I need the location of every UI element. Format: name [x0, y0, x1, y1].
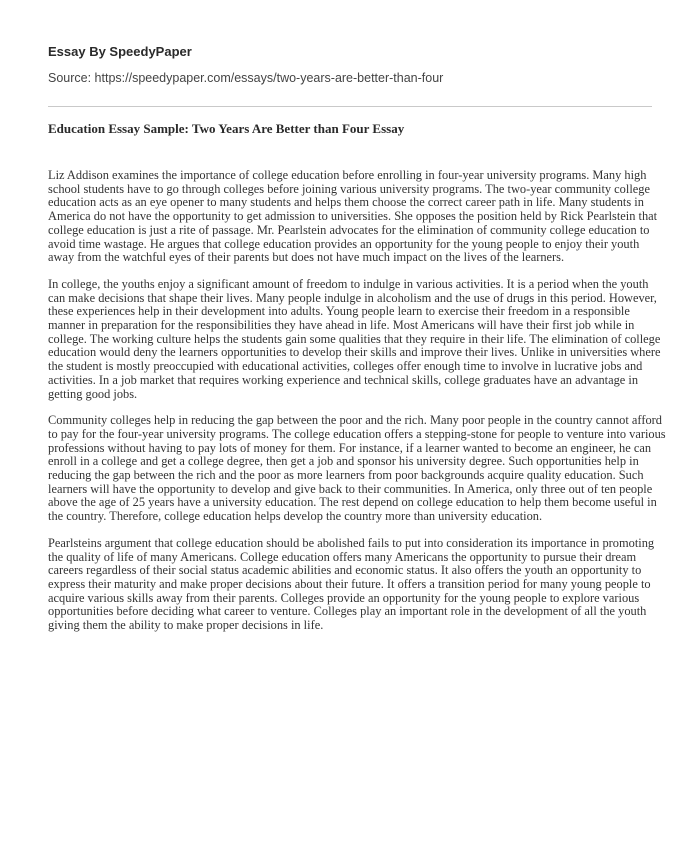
paragraph: Pearlsteins argument that college education should be abolished fails to put into consideration its importance in promoting the quality of life of many Americans. College education offers many Americans the opportunity to pursue their dream careers regardless of their social status academic abilities and economic status. It also offers the youth an opportunity to express their maturity and make proper decisions about their future. It offers a transition period for many young people to acquire various skills away from their parents. Colleges provide an opportunity for the young people to explore various opportunities before deciding what career to venture. Colleges play an important role in the development of all the youth giving them the ability to make proper decisions in life. [48, 535, 655, 633]
paragraph: In college, the youths enjoy a significant amount of freedom to indulge in various activities. It is a period when the youth can make decisions that shape their lives. Many people indulge in alcoholism and the use of drugs in this period. However, these experiences help in their development into adults. Young people learn to exercise their freedom in a responsible manner in preparation for the responsibilities they have ahead in life. Most Americans will have their first job while in college. The working culture helps the students gain some qualities that they require in their life. The elimination of college education would deny the learners opportunities to develop their skills and improve their lives. Unlike in universities where the student is mostly preoccupied with educational activities, colleges offer enough time to involve in lucrative jobs and activities. In a job market that requires working experience and technical skills, college graduates have an advantage in getting good jobs. [48, 276, 661, 401]
publisher-label: Essay By SpeedyPaper [48, 44, 192, 59]
paragraph: Community colleges help in reducing the gap between the poor and the rich. Many poor people in the country cannot afford to pay for the four-year university programs. The college education offers a stepping-stone for people to venture into various professions without having to pay lots of money for them. For instance, if a learner wanted to become an engineer, he can enroll in a college and get a college degree, then get a job and sponsor his university degree. Such opportunities help in reducing the gap between the rich and the poor as more learners from poor backgrounds acquire quality education. Such learners will have the opportunity to develop and give back to their communities. In America, only three out of ten people above the age of 25 years have a university education. The rest depend on college education to help them become useful in the country. Therefore, college education helps develop the country more than university education. [48, 413, 666, 524]
divider [48, 106, 652, 107]
essay-title: Education Essay Sample: Two Years Are Better than Four Essay [48, 121, 405, 136]
essay-body [48, 169, 666, 646]
paragraph: Liz Addison examines the importance of college education before enrolling in four-year university programs. Many high school students have to go through colleges before joining various university programs. The two-year community college education acts as an eye opener to many students and helps them choose the correct career path in life. Many students in America do not have the opportunity to get admission to universities. She opposes the position held by Rick Pearlstein that college education is just a rite of passage. Mr. Pearlstein advocates for the elimination of community college education to avoid time wastage. He argues that college education provides an opportunity for the young people to enjoy their youth away from the watchful eyes of their parents but does not have much impact on the lives of the learners. [48, 168, 658, 265]
source-line: Source: https://speedypaper.com/essays/two-years-are-better-than-four [48, 71, 444, 85]
